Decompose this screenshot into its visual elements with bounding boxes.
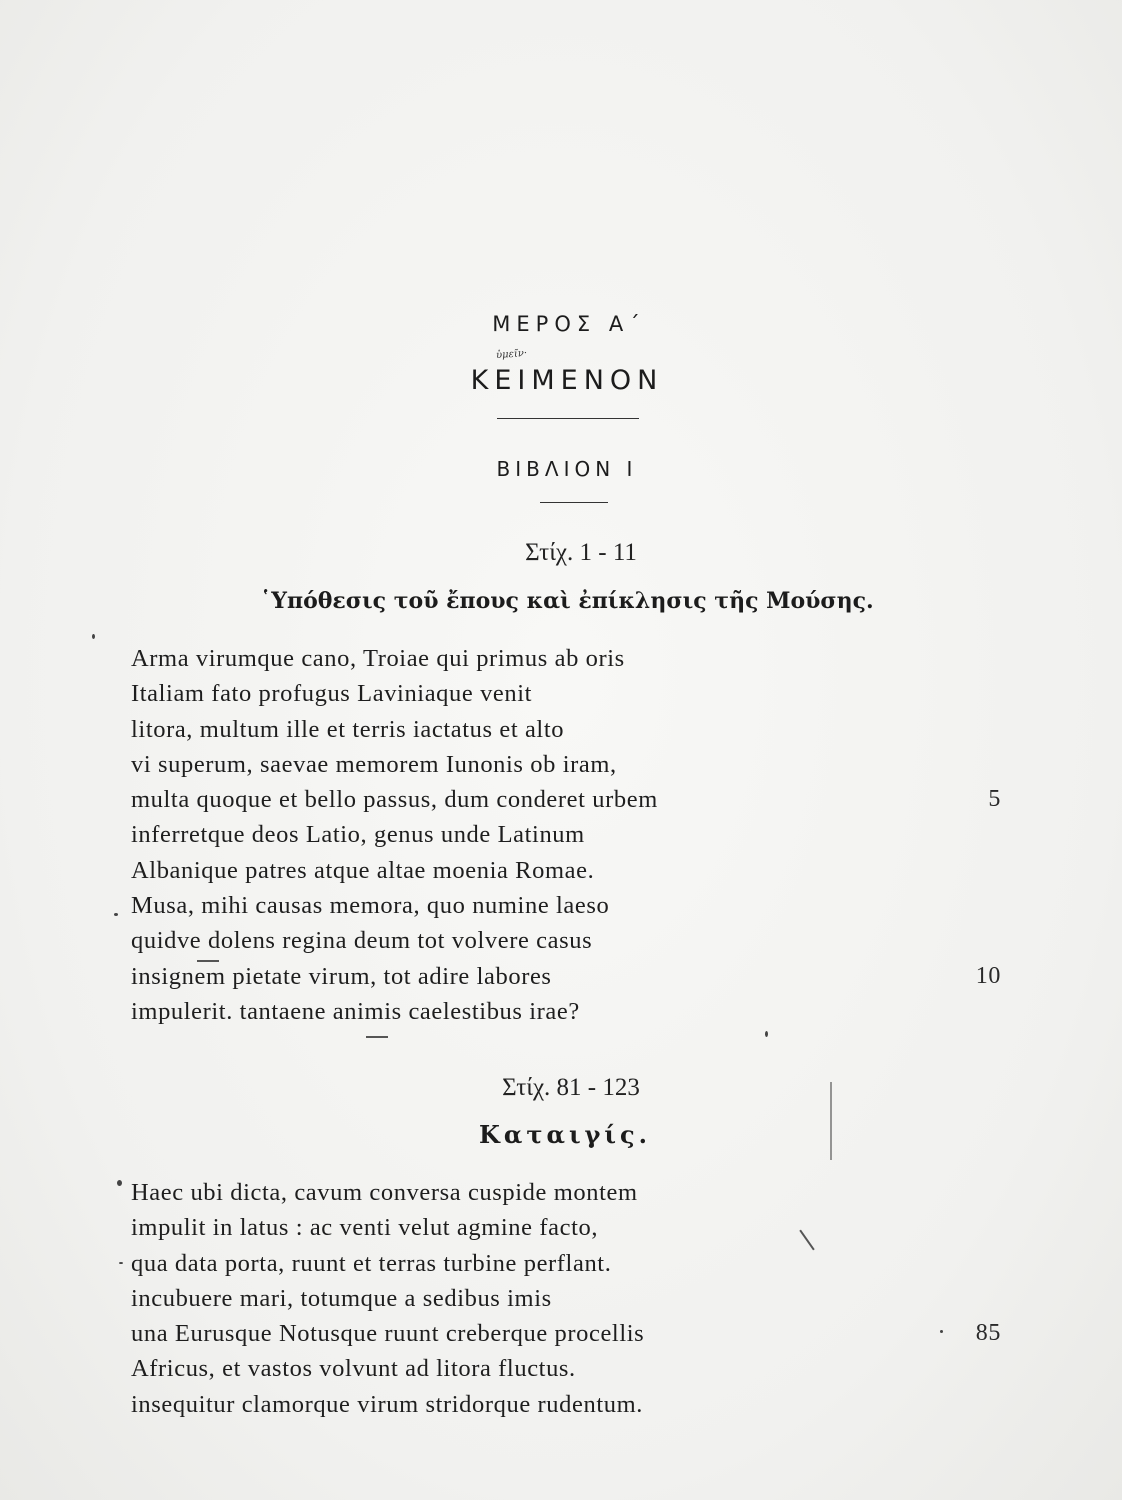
verse-line <box>131 680 1001 715</box>
verse-line <box>131 1355 1001 1390</box>
ink-speck <box>117 1180 122 1186</box>
verse-text: Italiam fato profugus Laviniaque venit <box>131 680 533 708</box>
divider-rule <box>497 418 639 419</box>
passage-title: ῾Υπόθεσις τοῦ ἔπους καὶ ἐπίκλησις τῆς Μούσης. <box>260 588 874 614</box>
ink-speck <box>765 1031 768 1037</box>
verse-text: Africus, et vastos volvunt ad litora fluctus. <box>131 1355 576 1383</box>
line-number: 5 <box>988 786 1001 813</box>
verse-text: qua data porta, ruunt et terras turbine perflant. <box>131 1249 612 1277</box>
verse-line <box>131 645 1001 680</box>
verse-line <box>131 821 1001 856</box>
passage-title: Καταιγίς. <box>479 1120 651 1149</box>
verse-line <box>131 1285 1001 1320</box>
verse-line <box>131 1320 1001 1355</box>
verse-line <box>131 1391 1001 1426</box>
verse-line <box>131 998 1001 1033</box>
verse-line <box>131 716 1001 751</box>
verse-text: quidve dolens regina deum tot volvere casus <box>131 927 593 955</box>
divider-rule-short <box>540 502 608 503</box>
line-number: 85 <box>975 1320 1001 1347</box>
verse-text: vi superum, saevae memorem Iunonis ob iram, <box>131 750 617 778</box>
verse-line <box>131 786 1001 821</box>
verse-line <box>131 927 1001 962</box>
verse-reference: Στίχ. 1 - 11 <box>525 539 637 566</box>
ink-speck <box>92 634 95 639</box>
underline-mark <box>197 960 219 962</box>
verse-text: Albanique patres atque altae moenia Romae. <box>131 856 595 884</box>
verse-text: una Eurusque Notusque ruunt creberque procellis <box>131 1320 645 1348</box>
ink-speck <box>114 913 118 916</box>
verse-text: insignem pietate virum, tot adire labores <box>131 962 552 990</box>
verse-text: multa quoque et bello passus, dum conderet urbem <box>131 786 658 814</box>
verse-text: impulerit. tantaene animis caelestibus irae? <box>131 997 580 1025</box>
section-heading: ΚΕΙΜΕΝΟΝ <box>470 365 664 396</box>
verse-line <box>131 1179 1001 1214</box>
verse-text: Arma virumque cano, Troiae qui primus ab oris <box>131 645 625 672</box>
ink-speck <box>119 1262 123 1264</box>
verse-text: Haec ubi dicta, cavum conversa cuspide montem <box>131 1179 638 1206</box>
underline-mark <box>366 1036 388 1038</box>
verse-line <box>131 1250 1001 1285</box>
poem-block <box>131 1179 1001 1426</box>
verse-line <box>131 857 1001 892</box>
verse-line <box>131 963 1001 998</box>
verse-line <box>131 1214 1001 1249</box>
pencil-mark <box>830 1082 832 1160</box>
verse-text: Musa, mihi causas memora, quo numine laeso <box>131 892 610 920</box>
verse-text: impulit in latus : ac venti velut agmine facto, <box>131 1214 599 1242</box>
verse-text: insequitur clamorque virum stridorque rudentum. <box>131 1390 643 1418</box>
handwritten-annotation: ὑμεῖν· <box>495 347 528 362</box>
book-heading: ΒΙΒΛΙΟΝ Ι <box>496 457 638 481</box>
verse-text: litora, multum ille et terris iactatus et alto <box>131 715 565 743</box>
line-number: 10 <box>975 962 1001 989</box>
verse-text: incubuere mari, totumque a sedibus imis <box>131 1284 552 1312</box>
verse-line <box>131 751 1001 786</box>
part-heading: ΜΕΡΟΣ Α΄ <box>492 312 646 336</box>
poem-block <box>131 645 1001 1033</box>
verse-text: inferretque deos Latio, genus unde Latinum <box>131 821 585 849</box>
verse-line <box>131 892 1001 927</box>
verse-reference: Στίχ. 81 - 123 <box>502 1074 640 1101</box>
ink-speck <box>940 1330 943 1333</box>
